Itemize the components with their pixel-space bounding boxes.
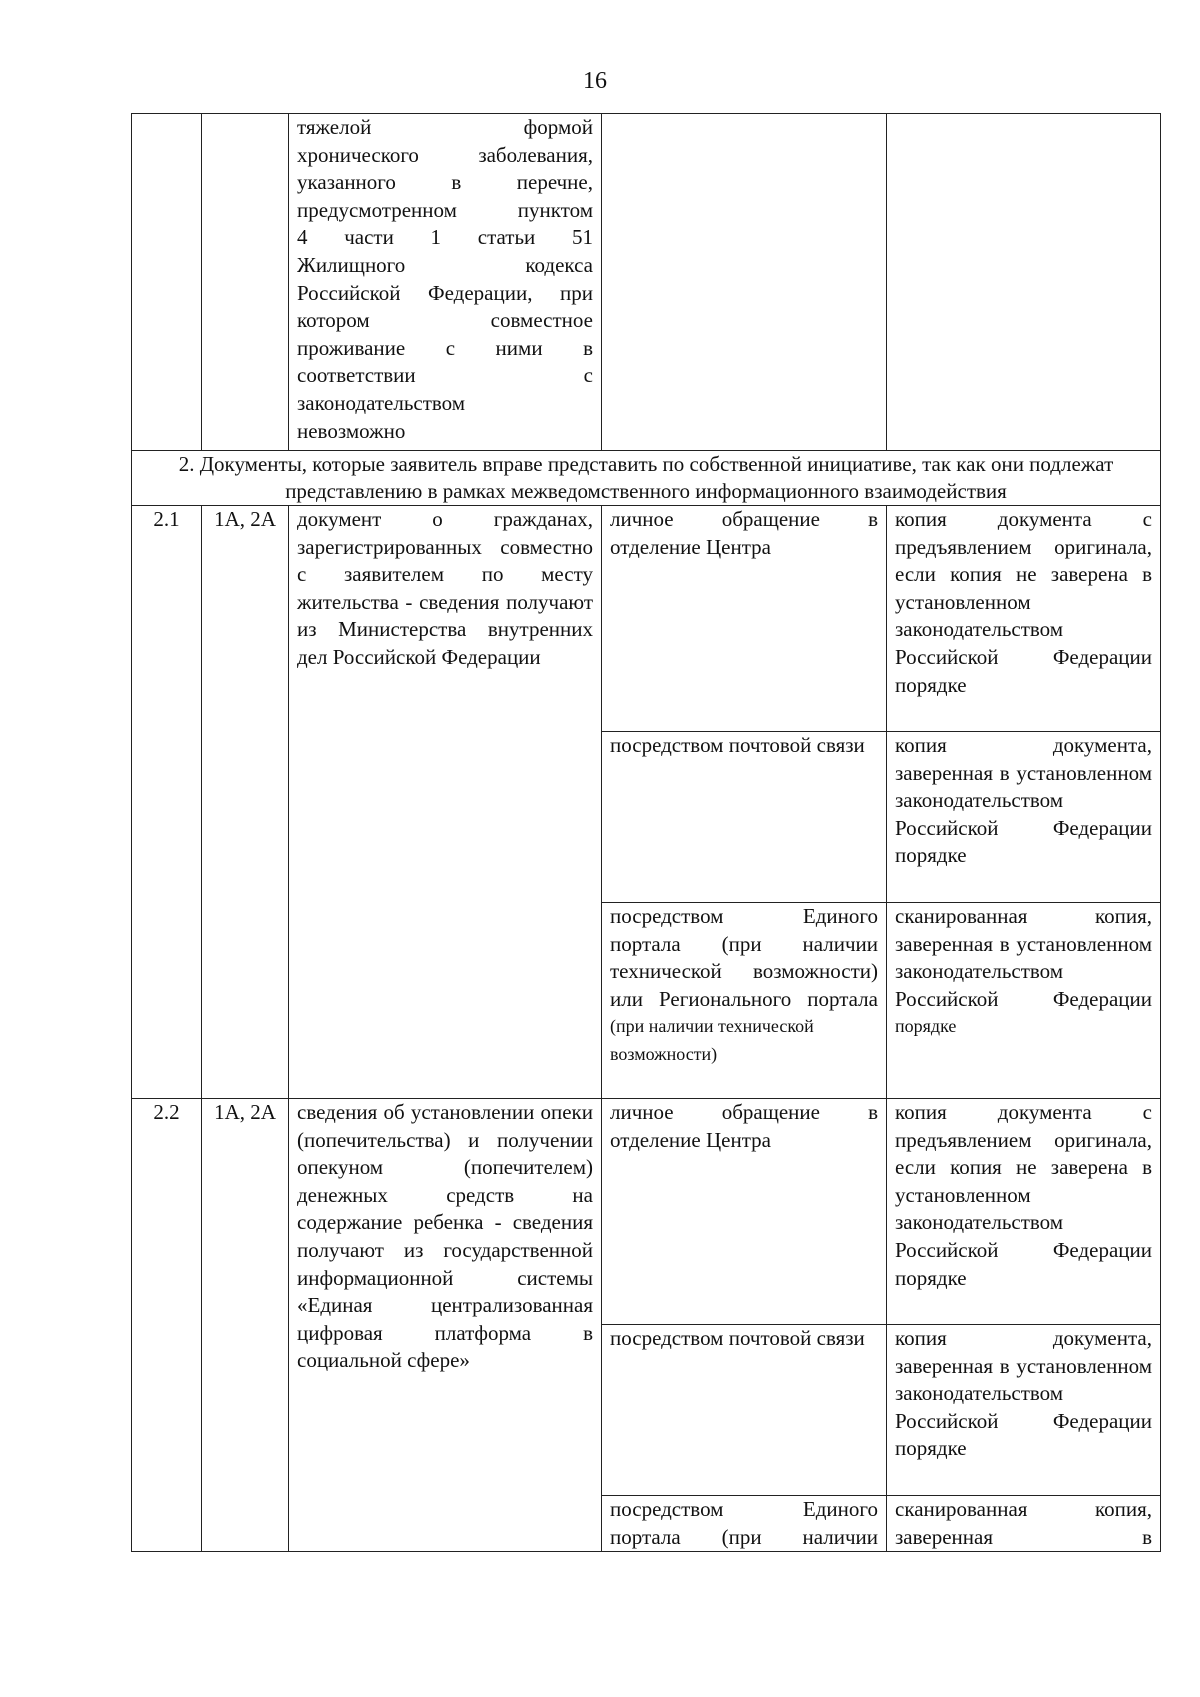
continuation-line: 4 части 1 статьи 51 bbox=[297, 225, 593, 250]
row-category: 1А, 2А bbox=[202, 1099, 289, 1552]
continuation-line: предусмотренном пунктом bbox=[297, 197, 593, 222]
row-form-text: сканированная копия, заверенная в установленном законодательством Российской Федерации bbox=[895, 904, 1152, 1011]
row-method bbox=[602, 1325, 887, 1496]
continuation-line: указанного в перечне, bbox=[297, 170, 593, 195]
row-method-text: посредством почтовой связи bbox=[610, 1326, 865, 1350]
row-document-text: документ о гражданах, зарегистрированных совместно с заявителем по месту жительства - сведения получают из Министерства внутренних дел Российской Федерации bbox=[297, 507, 593, 669]
section-2-heading-row bbox=[132, 451, 1161, 506]
row-category: 1А, 2А bbox=[202, 506, 289, 1099]
continuation-line: котором совместное bbox=[297, 308, 593, 333]
row-form-note: порядке bbox=[895, 1016, 957, 1037]
row-method-text: посредством почтовой связи bbox=[610, 733, 865, 757]
row-method-note: (при наличии технической возможности) bbox=[610, 1016, 814, 1064]
continuation-document-cell bbox=[289, 114, 602, 451]
row-form bbox=[887, 1325, 1161, 1496]
continuation-method-cell bbox=[602, 114, 887, 451]
row-form bbox=[887, 732, 1161, 903]
row-document-text: сведения об установлении опеки (попечительства) и получении опекуном (попечителем) денежных средств на содержание ребенка - сведения получают из государственной информационной системы «Единая централизованная цифровая платформа в социальной сфере» bbox=[297, 1100, 593, 1373]
table-row bbox=[132, 1099, 1161, 1325]
row-method bbox=[602, 506, 887, 732]
row-method bbox=[602, 1496, 887, 1552]
section-2-heading: 2. Документы, которые заявитель вправе представить по собственной инициативе, так как они подлежат представлению в рамках межведомственного информационного взаимодействия bbox=[132, 451, 1161, 506]
page-number: 16 bbox=[583, 68, 607, 94]
continuation-line: Российской Федерации, при bbox=[297, 280, 593, 305]
row-form-text: копия документа с предъявлением оригинала, если копия не заверена в установленном законодательством Российской Федерации порядке bbox=[895, 507, 1152, 697]
documents-table bbox=[131, 113, 1161, 1552]
row-form-text: сканированная копия, заверенная в bbox=[895, 1497, 1152, 1549]
row-form-text: копия документа, заверенная в установленном законодательством Российской Федерации порядке bbox=[895, 1326, 1152, 1461]
row-method-text: посредством Единого портала (при наличии bbox=[610, 1497, 878, 1549]
row-number: 2.1 bbox=[132, 506, 202, 1099]
table-row bbox=[132, 506, 1161, 732]
row-form bbox=[887, 1099, 1161, 1325]
row-method-text: посредством Единого портала (при наличии технической возможности) или Регионального портала bbox=[610, 904, 878, 1011]
row-number: 2.2 bbox=[132, 1099, 202, 1552]
continuation-line: хронического заболевания, bbox=[297, 142, 593, 167]
row-document bbox=[289, 506, 602, 1099]
row-form bbox=[887, 1496, 1161, 1552]
row-form-text: копия документа, заверенная в установленном законодательством Российской Федерации порядке bbox=[895, 733, 1152, 868]
continuation-category-cell bbox=[202, 114, 289, 451]
row-document bbox=[289, 1099, 602, 1552]
row-form bbox=[887, 506, 1161, 732]
row-form-text: копия документа с предъявлением оригинала, если копия не заверена в установленном законодательством Российской Федерации порядке bbox=[895, 1100, 1152, 1290]
continuation-line: Жилищного кодекса bbox=[297, 252, 593, 277]
continuation-form-cell bbox=[887, 114, 1161, 451]
continuation-row bbox=[132, 114, 1161, 451]
row-method bbox=[602, 732, 887, 903]
continuation-line: невозможно bbox=[297, 418, 406, 443]
continuation-line: соответствии с bbox=[297, 363, 593, 388]
row-method-text: личное обращение в отделение Центра bbox=[610, 1100, 878, 1152]
continuation-line: тяжелой формой bbox=[297, 115, 593, 139]
continuation-line: законодательством bbox=[297, 390, 466, 415]
row-form bbox=[887, 903, 1161, 1099]
row-method-text: личное обращение в отделение Центра bbox=[610, 507, 878, 559]
row-method bbox=[602, 903, 887, 1099]
row-method bbox=[602, 1099, 887, 1325]
continuation-num-cell bbox=[132, 114, 202, 451]
continuation-line: проживание с ними в bbox=[297, 335, 593, 360]
